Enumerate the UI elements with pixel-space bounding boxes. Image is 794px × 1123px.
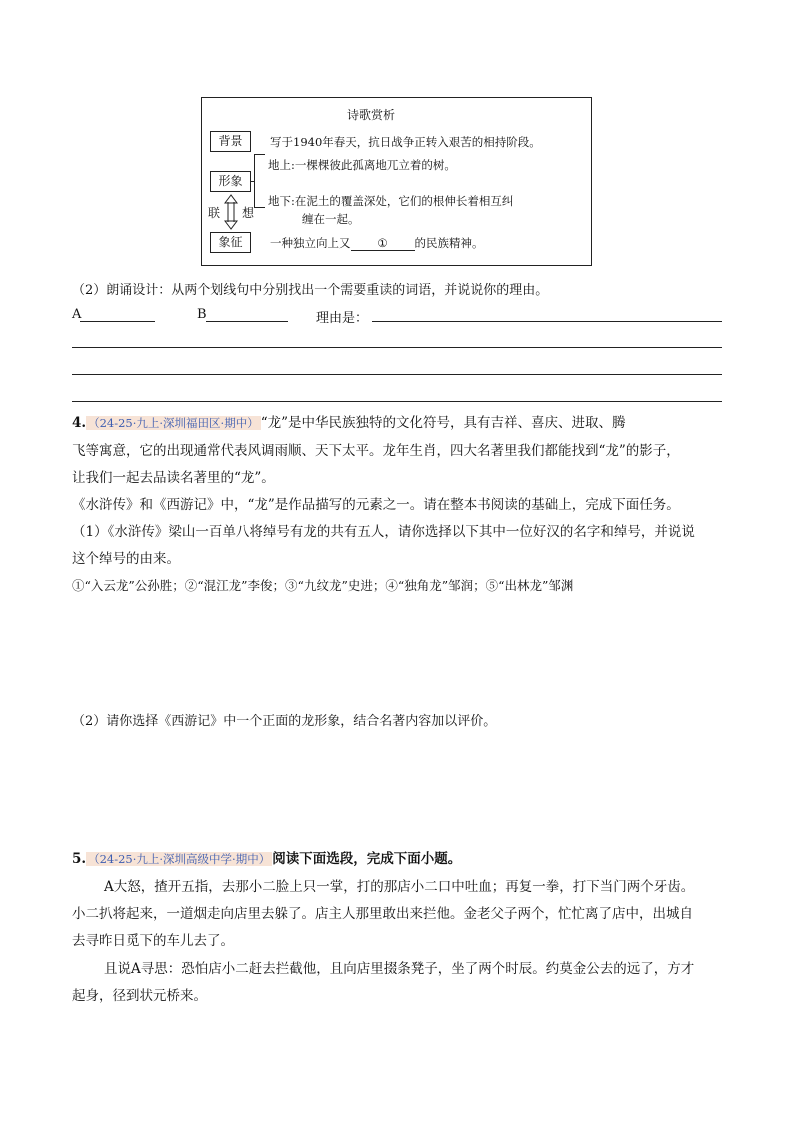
answer-line[interactable] bbox=[72, 374, 722, 375]
answer-line[interactable] bbox=[72, 347, 722, 348]
symbol-text bbox=[270, 235, 484, 251]
q3-b-answer-line[interactable] bbox=[206, 321, 288, 322]
tag-image: 形象 bbox=[210, 171, 251, 192]
q5-instruction: 阅读下面选段，完成下面小题。 bbox=[272, 851, 462, 867]
q5-header bbox=[72, 849, 722, 869]
q5-para1-line2: 小二扒将起来，一道烟走向店里去躲了。店主人那里敢出来拦他。金老父子两个，忙忙离了店中，出城自 bbox=[72, 906, 693, 922]
q4-options: ①“入云龙”公孙胜；②“混江龙”李俊；③“九纹龙”史进；④“独角龙”邹润；⑤“出林龙”邹渊 bbox=[72, 578, 574, 593]
q3-b-label: B bbox=[197, 307, 207, 322]
bracket bbox=[254, 154, 265, 208]
double-arrow-icon bbox=[224, 194, 238, 230]
q5-source-tag: （24-25·九上·深圳高级中学·期中） bbox=[88, 852, 271, 866]
assoc-label-2: 想 bbox=[242, 206, 255, 220]
q4-sub1-line2: 这个绰号的由来。 bbox=[72, 551, 180, 567]
diagram-title: 诗歌赏析 bbox=[347, 108, 396, 122]
q4-sub1-line1: （1）《水浒传》梁山一百单八将绰号有龙的共有五人，请你选择以下其中一位好汉的名字和绰号，并说说 bbox=[72, 524, 695, 540]
q3-a-answer-line[interactable] bbox=[80, 321, 155, 322]
ground-text: 地上:一棵棵彼此孤离地兀立着的树。 bbox=[268, 158, 456, 172]
q5-para1-line1: A大怒，揸开五指，去那小二脸上只一掌，打的那店小二口中吐血；再复一拳，打下当门两个牙齿。 bbox=[104, 879, 695, 895]
q5-number: 5. bbox=[72, 851, 87, 867]
tag-background: 背景 bbox=[210, 131, 251, 152]
q5-para2-line1: 且说A寻思：恐怕店小二赶去拦截他，且向店里掇条凳子，坐了两个时辰。约莫金公去的远了，方才 bbox=[104, 961, 695, 977]
underground-text-2: 缠在一起。 bbox=[302, 212, 360, 226]
assoc-label-1: 联 bbox=[208, 206, 221, 220]
tag-symbol: 象征 bbox=[210, 232, 251, 253]
answer-line[interactable] bbox=[72, 401, 722, 402]
poem-analysis-diagram bbox=[201, 97, 592, 266]
q3-reason-label: 理由是： bbox=[316, 311, 369, 326]
q4-intro-1: “龙”是中华民族独特的文化符号，具有吉祥、喜庆、进取、腾 bbox=[260, 415, 626, 431]
symbol-blank: ① bbox=[351, 236, 415, 251]
underground-text-1: 地下:在泥土的覆盖深处，它们的根伸长着相互纠 bbox=[268, 194, 514, 208]
q3-sub2-prompt: （2）朗诵设计：从两个划线句中分别找出一个需要重读的词语，并说说你的理由。 bbox=[72, 283, 549, 298]
q4-intro-2: 飞等寓意，它的出现通常代表风调雨顺、天下太平。龙年生肖，四大名著里我们都能找到“龙”的影子， bbox=[72, 443, 680, 459]
q4-intro-3: 让我们一起去品读名著里的“龙”。 bbox=[72, 470, 275, 486]
q4-number: 4. bbox=[72, 415, 87, 431]
q4-source-tag: （24-25·九上·深圳福田区·期中） bbox=[88, 416, 259, 430]
bracket-connector bbox=[251, 181, 255, 182]
symbol-suffix: 的民族精神。 bbox=[414, 236, 484, 250]
q4-sub2: （2）请你选择《西游记》中一个正面的龙形象，结合名著内容加以评价。 bbox=[72, 714, 497, 729]
background-text: 写于1940年春天，抗日战争正转入艰苦的相持阶段。 bbox=[270, 135, 541, 149]
q4-intro-4: 《水浒传》和《西游记》中，“龙”是作品描写的元素之一。请在整本书阅读的基础上，完成下面任务。 bbox=[72, 497, 680, 513]
q5-para1-line3: 去寻昨日觅下的车儿去了。 bbox=[72, 933, 234, 949]
symbol-prefix: 一种独立向上又 bbox=[270, 236, 351, 250]
q5-para2-line2: 起身，径到状元桥来。 bbox=[72, 988, 207, 1004]
q3-a-label: A bbox=[72, 307, 82, 322]
q4-intro bbox=[72, 413, 722, 433]
q3-reason-answer-line[interactable] bbox=[372, 321, 722, 322]
